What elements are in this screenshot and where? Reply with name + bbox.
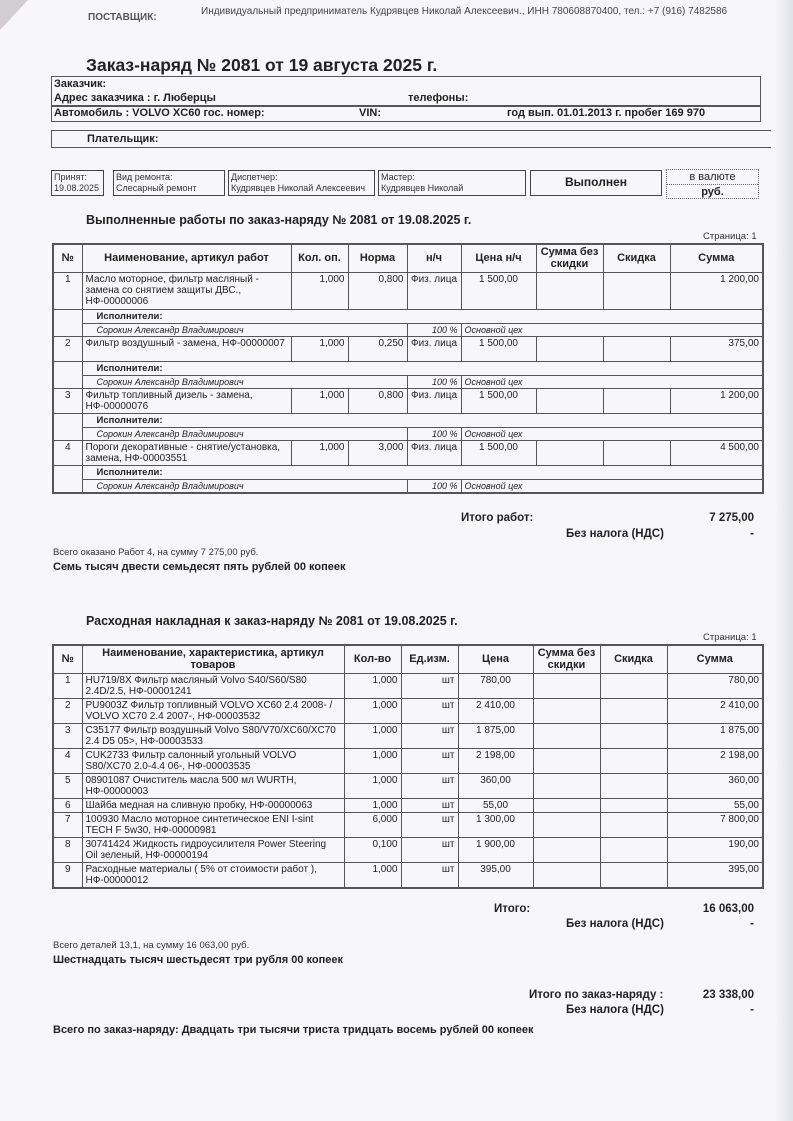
executor-department: Основной цех — [461, 375, 763, 388]
work-qty: 1,000 — [291, 272, 348, 309]
payer-box — [51, 130, 771, 148]
executors-label: Исполнители: — [82, 465, 763, 479]
work-sum-no-discount — [536, 440, 603, 465]
goods-name: 08901087 Очиститель масла 500 мл WURTH, НФ-00000003 — [82, 773, 344, 798]
goods-tax-label: Без налога (НДС) — [566, 918, 664, 930]
goods-table — [52, 644, 764, 889]
table-row — [53, 723, 763, 748]
table-row — [53, 773, 763, 798]
works-amount-words: Семь тысяч двести семьдесят пять рублей 00 копеек — [53, 561, 346, 573]
work-name: Фильтр воздушный - замена, НФ-00000007 — [82, 336, 291, 361]
status-badge: Выполнен — [530, 170, 662, 196]
work-qty: 1,000 — [291, 440, 348, 465]
executor-row — [53, 375, 763, 388]
goods-sum: 2 198,00 — [667, 748, 763, 773]
work-sum: 1 200,00 — [670, 388, 763, 413]
work-price: 1 500,00 — [461, 440, 536, 465]
row-number: 7 — [53, 812, 82, 837]
row-number: 3 — [53, 723, 82, 748]
goods-name: Расходные материалы ( 5% от стоимости работ ), НФ-00000012 — [82, 862, 344, 888]
goods-amount-words: Шестнадцать тысяч шестьдесят три рубля 00 копеек — [53, 954, 343, 966]
work-norm: 0,800 — [348, 388, 407, 413]
goods-qty: 0,100 — [344, 837, 401, 862]
work-discount — [603, 388, 670, 413]
goods-price: 2 410,00 — [458, 698, 533, 723]
goods-name: HU719/8X Фильтр масляный Volvo S40/S60/S80 2.4D/2.5, НФ-00001241 — [82, 673, 344, 698]
goods-unit: шт — [401, 748, 458, 773]
table-row — [53, 336, 763, 361]
table-row — [53, 798, 763, 812]
work-price: 1 500,00 — [461, 388, 536, 413]
goods-summary: Всего деталей 13,1, на сумму 16 063,00 руб. — [53, 940, 250, 951]
work-discount — [603, 440, 670, 465]
goods-price: 780,00 — [458, 673, 533, 698]
goods-sum-no-discount — [533, 723, 600, 748]
work-price: 1 500,00 — [461, 272, 536, 309]
table-row — [53, 748, 763, 773]
goods-sum: 7 800,00 — [667, 812, 763, 837]
goods-name: PU9003Z Фильтр топливный VOLVO XC60 2.4 2008- / VOLVO XC70 2.4 2007-, НФ-00003532 — [82, 698, 344, 723]
goods-qty: 1,000 — [344, 748, 401, 773]
scan-corner-artifact — [0, 0, 28, 30]
goods-unit: шт — [401, 862, 458, 888]
goods-qty: 6,000 — [344, 812, 401, 837]
col-header: Скидка — [600, 645, 667, 673]
executor-row — [53, 479, 763, 493]
work-norm: 0,800 — [348, 272, 407, 309]
grand-amount-words: Всего по заказ-наряду: Двадцать три тысячи триста тридцать восемь рублей 00 копеек — [53, 1024, 534, 1036]
payer-label: Плательщик: — [87, 133, 159, 145]
table-row — [53, 698, 763, 723]
work-name: Пороги декоративные - снятие/установка, замена, НФ-00003551 — [82, 440, 291, 465]
goods-unit: шт — [401, 723, 458, 748]
works-total-label: Итого работ: — [461, 512, 534, 524]
col-header: Ед.изм. — [401, 645, 458, 673]
work-price: 1 500,00 — [461, 336, 536, 361]
goods-total-label: Итого: — [494, 903, 531, 915]
work-sum: 375,00 — [670, 336, 763, 361]
works-header-row — [53, 244, 763, 272]
executor-percent: 100 % — [407, 323, 461, 336]
goods-qty: 1,000 — [344, 673, 401, 698]
goods-unit: шт — [401, 798, 458, 812]
work-norm: 3,000 — [348, 440, 407, 465]
works-title: Выполненные работы по заказ-наряду № 2081 от 19.08.2025 г. — [86, 213, 472, 227]
col-header: № — [53, 645, 82, 673]
goods-name: 30741424 Жидкость гидроусилителя Power Steering Oil зеленый, НФ-00000194 — [82, 837, 344, 862]
goods-unit: шт — [401, 812, 458, 837]
work-nh: Физ. лица — [407, 388, 461, 413]
goods-discount — [600, 723, 667, 748]
row-number: 4 — [53, 748, 82, 773]
car-label: Автомобиль : VOLVO XC60 гос. номер: — [54, 107, 265, 119]
goods-sum-no-discount — [533, 673, 600, 698]
executors-label: Исполнители: — [82, 309, 763, 323]
goods-discount — [600, 862, 667, 888]
repair-type-label: Вид ремонта: — [116, 172, 173, 182]
goods-sum: 55,00 — [667, 798, 763, 812]
col-header: Наименование, характеристика, артикул товаров — [82, 645, 344, 673]
executor-percent: 100 % — [407, 375, 461, 388]
works-total-value: 7 275,00 — [709, 512, 754, 524]
goods-discount — [600, 748, 667, 773]
goods-sum: 190,00 — [667, 837, 763, 862]
year-mileage: год вып. 01.01.2013 г. пробег 169 970 — [507, 107, 706, 119]
goods-sum: 2 410,00 — [667, 698, 763, 723]
phones-label: телефоны: — [408, 92, 469, 104]
goods-price: 360,00 — [458, 773, 533, 798]
row-number: 2 — [53, 336, 82, 361]
currency-label: в валюте — [667, 170, 758, 185]
customer-label: Заказчик: — [54, 78, 107, 90]
master-value: Кудрявцев Николай — [381, 183, 464, 193]
executor-name: Сорокин Александр Владимирович — [82, 479, 407, 493]
executor-row — [53, 427, 763, 440]
works-page-number: Страница: 1 — [703, 231, 757, 242]
executors-header-row — [53, 309, 763, 323]
col-header: Сумма без скидки — [533, 645, 600, 673]
accepted-date: 19.08.2025 — [54, 183, 100, 193]
goods-name: 100930 Масло моторное синтетическое ENI I-sint TECH F 5w30, НФ-00000981 — [82, 812, 344, 837]
goods-price: 2 198,00 — [458, 748, 533, 773]
row-number: 6 — [53, 798, 82, 812]
accepted-box — [51, 170, 104, 196]
goods-unit: шт — [401, 673, 458, 698]
works-table — [52, 243, 764, 494]
work-sum-no-discount — [536, 336, 603, 361]
works-tax-value: - — [750, 528, 754, 540]
executor-name: Сорокин Александр Владимирович — [82, 427, 407, 440]
vin-label: VIN: — [359, 107, 381, 119]
executor-name: Сорокин Александр Владимирович — [82, 323, 407, 336]
supplier-text: Индивидуальный предприниматель Кудрявцев Николай Алексеевич., ИНН 780608870400, тел.: +7 (916) 7482586 — [201, 6, 728, 17]
goods-name: CUK2733 Фильтр салонный угольный VOLVO S80/XC70 2.0-4.4 06-, НФ-00003535 — [82, 748, 344, 773]
goods-discount — [600, 673, 667, 698]
goods-discount — [600, 798, 667, 812]
goods-title: Расходная накладная к заказ-наряду № 2081 от 19.08.2025 г. — [86, 614, 458, 628]
dispatcher-box — [228, 170, 375, 196]
master-label: Мастер: — [381, 172, 415, 182]
goods-name: Шайба медная на сливную пробку, НФ-00000063 — [82, 798, 344, 812]
dispatcher-label: Диспетчер: — [231, 172, 278, 182]
goods-qty: 1,000 — [344, 862, 401, 888]
master-box — [378, 170, 526, 196]
goods-discount — [600, 773, 667, 798]
table-row — [53, 837, 763, 862]
work-discount — [603, 336, 670, 361]
row-number: 8 — [53, 837, 82, 862]
goods-discount — [600, 698, 667, 723]
grand-total-value: 23 338,00 — [702, 989, 754, 1001]
col-header: № — [53, 244, 82, 272]
goods-qty: 1,000 — [344, 698, 401, 723]
goods-sum-no-discount — [533, 812, 600, 837]
work-qty: 1,000 — [291, 336, 348, 361]
goods-sum: 1 875,00 — [667, 723, 763, 748]
goods-sum-no-discount — [533, 773, 600, 798]
goods-sum-no-discount — [533, 698, 600, 723]
works-summary: Всего оказано Работ 4, на сумму 7 275,00 руб. — [53, 547, 259, 558]
customer-address: Адрес заказчика : г. Люберцы — [54, 92, 216, 104]
work-discount — [603, 272, 670, 309]
work-nh: Физ. лица — [407, 336, 461, 361]
goods-price: 1 875,00 — [458, 723, 533, 748]
supplier-label: ПОСТАВЩИК: — [88, 12, 157, 23]
col-header: Скидка — [603, 244, 670, 272]
works-tax-label: Без налога (НДС) — [566, 528, 664, 540]
executor-percent: 100 % — [407, 479, 461, 493]
row-number: 3 — [53, 388, 82, 413]
executors-header-row — [53, 465, 763, 479]
executors-label: Исполнители: — [82, 361, 763, 375]
table-row — [53, 673, 763, 698]
col-header: Цена — [458, 645, 533, 673]
currency-value: руб. — [701, 186, 724, 198]
table-row — [53, 388, 763, 413]
goods-discount — [600, 812, 667, 837]
work-nh: Физ. лица — [407, 272, 461, 309]
goods-unit: шт — [401, 773, 458, 798]
dispatcher-value: Кудрявцев Николай Алексеевич — [231, 183, 366, 193]
repair-type-box — [113, 170, 225, 196]
row-number: 4 — [53, 440, 82, 465]
work-name: Фильтр топливный дизель - замена, НФ-00000076 — [82, 388, 291, 413]
goods-price: 1 900,00 — [458, 837, 533, 862]
goods-page-number: Страница: 1 — [703, 632, 757, 643]
table-row — [53, 862, 763, 888]
goods-discount — [600, 837, 667, 862]
table-row — [53, 440, 763, 465]
goods-sum-no-discount — [533, 748, 600, 773]
col-header: н/ч — [407, 244, 461, 272]
scan-edge-shadow — [775, 0, 793, 1121]
work-qty: 1,000 — [291, 388, 348, 413]
work-norm: 0,250 — [348, 336, 407, 361]
col-header: Норма — [348, 244, 407, 272]
row-number: 9 — [53, 862, 82, 888]
executors-header-row — [53, 413, 763, 427]
work-name: Масло моторное, фильтр масляный - замена со снятием защиты ДВС., НФ-00000006 — [82, 272, 291, 309]
goods-name: C35177 Фильтр воздушный Volvo S80/V70/XC60/XC70 2.4 D5 05>, НФ-00003533 — [82, 723, 344, 748]
goods-price: 55,00 — [458, 798, 533, 812]
col-header: Сумма без скидки — [536, 244, 603, 272]
work-sum-no-discount — [536, 272, 603, 309]
executor-department: Основной цех — [461, 479, 763, 493]
goods-qty: 1,000 — [344, 798, 401, 812]
accepted-label: Принят: — [54, 172, 87, 182]
page-title: Заказ-наряд № 2081 от 19 августа 2025 г. — [86, 55, 438, 75]
row-number: 1 — [53, 673, 82, 698]
col-header: Сумма — [667, 645, 763, 673]
goods-tax-value: - — [750, 918, 754, 930]
executor-department: Основной цех — [461, 427, 763, 440]
work-sum: 1 200,00 — [670, 272, 763, 309]
goods-price: 395,00 — [458, 862, 533, 888]
goods-sum-no-discount — [533, 862, 600, 888]
executor-percent: 100 % — [407, 427, 461, 440]
goods-qty: 1,000 — [344, 723, 401, 748]
executors-label: Исполнители: — [82, 413, 763, 427]
goods-unit: шт — [401, 698, 458, 723]
goods-qty: 1,000 — [344, 773, 401, 798]
col-header: Наименование, артикул работ — [82, 244, 291, 272]
goods-sum-no-discount — [533, 837, 600, 862]
grand-total-label: Итого по заказ-наряду : — [529, 989, 664, 1001]
executors-header-row — [53, 361, 763, 375]
currency-box — [666, 169, 759, 199]
executor-row — [53, 323, 763, 336]
goods-sum: 360,00 — [667, 773, 763, 798]
row-number: 5 — [53, 773, 82, 798]
goods-unit: шт — [401, 837, 458, 862]
executor-department: Основной цех — [461, 323, 763, 336]
work-sum-no-discount — [536, 388, 603, 413]
goods-sum-no-discount — [533, 798, 600, 812]
work-nh: Физ. лица — [407, 440, 461, 465]
grand-tax-value: - — [750, 1004, 754, 1016]
row-number: 1 — [53, 272, 82, 309]
col-header: Сумма — [670, 244, 763, 272]
col-header: Цена н/ч — [461, 244, 536, 272]
goods-total-value: 16 063,00 — [702, 903, 754, 915]
executor-name: Сорокин Александр Владимирович — [82, 375, 407, 388]
work-sum: 4 500,00 — [670, 440, 763, 465]
col-header: Кол-во — [344, 645, 401, 673]
grand-tax-label: Без налога (НДС) — [566, 1004, 664, 1016]
goods-header-row — [53, 645, 763, 673]
table-row — [53, 272, 763, 309]
goods-price: 1 300,00 — [458, 812, 533, 837]
row-number: 2 — [53, 698, 82, 723]
goods-sum: 395,00 — [667, 862, 763, 888]
col-header: Кол. оп. — [291, 244, 348, 272]
table-row — [53, 812, 763, 837]
repair-type-value: Слесарный ремонт — [116, 183, 197, 193]
goods-sum: 780,00 — [667, 673, 763, 698]
